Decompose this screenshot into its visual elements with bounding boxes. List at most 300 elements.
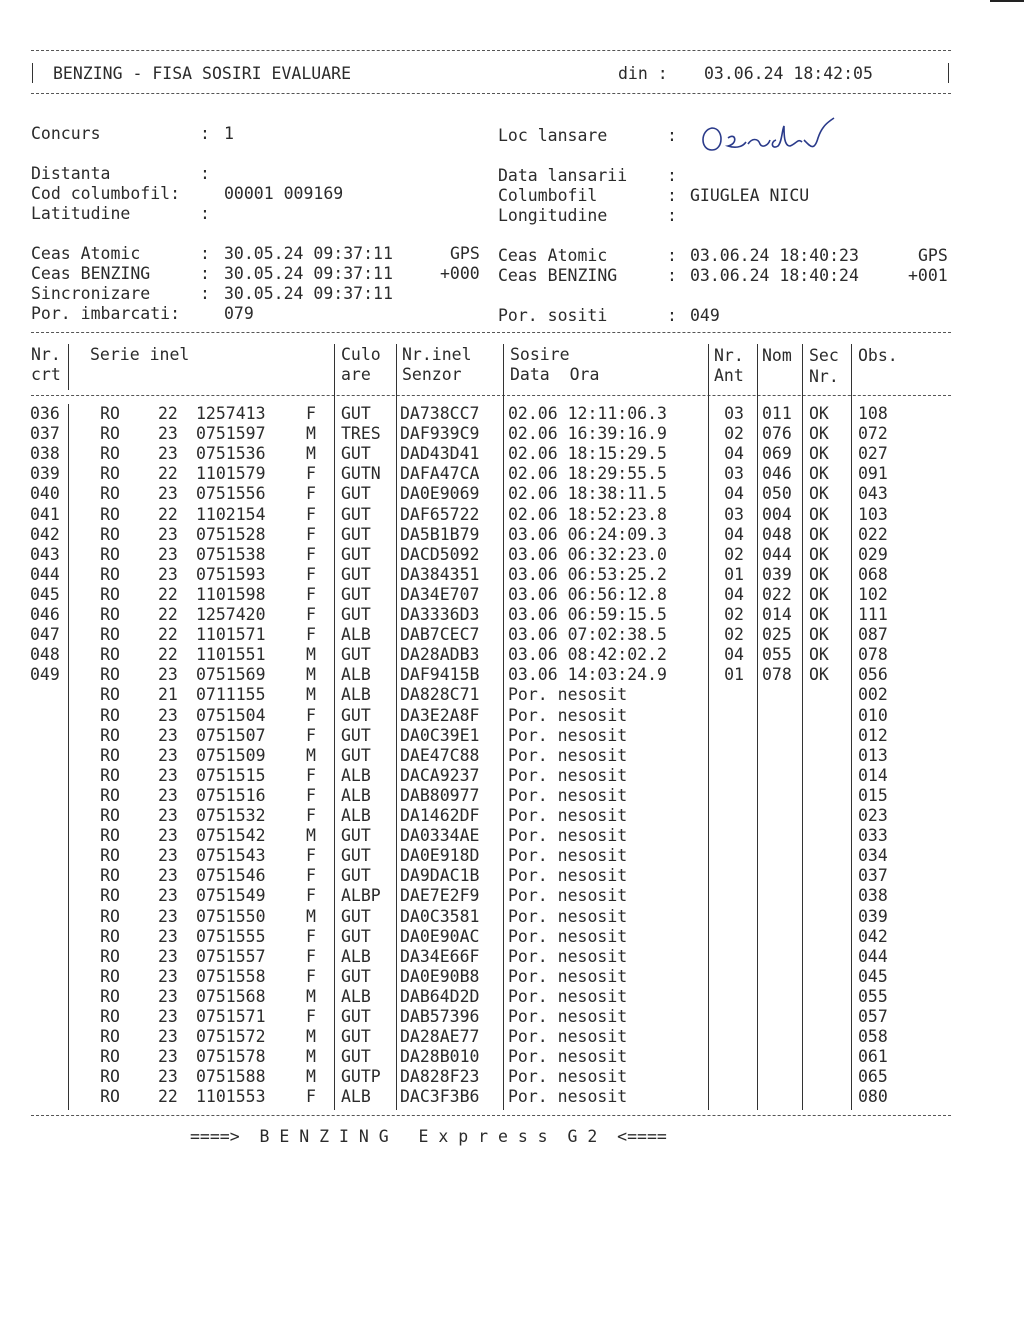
cell-cul: GUT xyxy=(341,906,371,926)
cell-sosire: 02.06 18:29:55.5 xyxy=(508,464,667,484)
cell-sec: OK xyxy=(809,665,829,685)
cell-inel: 0751557 xyxy=(196,946,266,966)
ceas-atomic-suffix-right: GPS xyxy=(918,246,948,265)
cell-obs: 068 xyxy=(858,564,888,584)
cell-obs: 029 xyxy=(858,544,888,564)
header-right-bar xyxy=(948,63,949,83)
cell-an: 23 xyxy=(158,846,178,866)
cell-tara: RO xyxy=(100,926,120,946)
cell-sosire: 02.06 12:11:06.3 xyxy=(508,404,667,423)
cell-cul: ALB xyxy=(341,765,371,785)
cell-obs: 027 xyxy=(858,444,888,464)
cell-sosire: Por. nesosit xyxy=(508,685,628,705)
cell-senzor: DAC3F3B6 xyxy=(400,1087,480,1107)
cell-tara: RO xyxy=(100,625,120,645)
cell-sosire: Por. nesosit xyxy=(508,1067,628,1087)
cell-ant: 04 xyxy=(724,584,744,604)
cell-an: 22 xyxy=(158,645,178,665)
cell-tara: RO xyxy=(100,605,120,624)
cell-sosire: 03.06 08:42:02.2 xyxy=(508,645,667,665)
cell-sex: F xyxy=(306,524,316,544)
cell-obs: 037 xyxy=(858,866,888,886)
cell-sosire: Por. nesosit xyxy=(508,946,628,966)
cell-inel: 0751568 xyxy=(196,986,266,1006)
cell-senzor: DA828F23 xyxy=(400,1067,480,1087)
din-value: 03.06.24 18:42:05 xyxy=(704,64,873,83)
cell-sec: OK xyxy=(809,605,829,624)
columbofil-value: GIUGLEA NICU xyxy=(690,186,810,205)
cell-senzor: DA3E2A8F xyxy=(400,705,480,725)
cell-tara: RO xyxy=(100,464,120,484)
cell-sosire: 03.06 06:32:23.0 xyxy=(508,544,667,564)
distanta-label: Distanta xyxy=(31,164,111,183)
cell-obs: 010 xyxy=(858,705,888,725)
header-nr-crt-line2: crt xyxy=(31,365,61,384)
cell-sex: M xyxy=(306,1027,316,1047)
cell-sosire: Por. nesosit xyxy=(508,826,628,846)
ceas-atomic-suffix-left: GPS xyxy=(450,244,480,263)
table-header-rule xyxy=(31,395,951,396)
ceas-benzing-suffix-left: +000 xyxy=(440,264,480,283)
cell-senzor: DA28AE77 xyxy=(400,1027,480,1047)
por-imbarcati-value: 079 xyxy=(224,304,254,323)
cell-senzor: DAE47C88 xyxy=(400,745,480,765)
cell-cul: ALB xyxy=(341,986,371,1006)
cell-sex: M xyxy=(306,685,316,705)
cell-cul: GUT xyxy=(341,605,371,624)
cell-sosire: 02.06 16:39:16.9 xyxy=(508,424,667,444)
cell-sosire: 03.06 06:24:09.3 xyxy=(508,524,667,544)
cell-ant: 04 xyxy=(724,484,744,504)
cell-obs: 057 xyxy=(858,1007,888,1026)
cell-sec: OK xyxy=(809,464,829,484)
cell-tara: RO xyxy=(100,645,120,665)
cell-inel: 1257413 xyxy=(196,404,266,423)
cell-an: 23 xyxy=(158,906,178,926)
cell-nr: 049 xyxy=(30,665,60,685)
cell-sex: M xyxy=(306,444,316,464)
cell-tara: RO xyxy=(100,524,120,544)
ceas-benzing-colon-right: : xyxy=(667,266,677,285)
cell-sex: F xyxy=(306,1007,316,1026)
header-left-bar xyxy=(32,63,33,83)
footer-brand: ====> B E N Z I N G E x p r e s s G 2 <==== xyxy=(190,1127,667,1146)
cell-tara: RO xyxy=(100,986,120,1006)
cell-an: 23 xyxy=(158,785,178,805)
header-sec-line1: Sec xyxy=(809,346,839,365)
longitudine-label: Longitudine xyxy=(498,206,608,225)
ceas-benzing-label-left: Ceas BENZING xyxy=(31,264,151,283)
cell-nom: 022 xyxy=(762,584,792,604)
cell-tara: RO xyxy=(100,584,120,604)
cell-tara: RO xyxy=(100,1027,120,1047)
cell-ant: 01 xyxy=(724,564,744,584)
cell-an: 23 xyxy=(158,524,178,544)
cell-an: 23 xyxy=(158,1027,178,1047)
cell-tara: RO xyxy=(100,765,120,785)
cell-sex: F xyxy=(306,785,316,805)
cell-cul: GUT xyxy=(341,564,371,584)
din-label: din : xyxy=(618,64,668,83)
cell-sosire: Por. nesosit xyxy=(508,745,628,765)
cell-obs: 013 xyxy=(858,745,888,765)
por-sositi-colon: : xyxy=(667,306,677,325)
cell-sosire: Por. nesosit xyxy=(508,1027,628,1047)
cell-ant: 04 xyxy=(724,524,744,544)
cell-obs: 091 xyxy=(858,464,888,484)
cell-sex: F xyxy=(306,966,316,986)
cell-obs: 038 xyxy=(858,886,888,906)
cell-sec: OK xyxy=(809,484,829,504)
cell-sosire: 02.06 18:15:29.5 xyxy=(508,444,667,464)
cell-cul: GUT xyxy=(341,846,371,866)
cell-senzor: DA384351 xyxy=(400,564,480,584)
cell-sex: F xyxy=(306,504,316,524)
cell-nr: 039 xyxy=(30,464,60,484)
cell-an: 23 xyxy=(158,826,178,846)
cell-tara: RO xyxy=(100,966,120,986)
cell-obs: 014 xyxy=(858,765,888,785)
cell-obs: 056 xyxy=(858,665,888,685)
cell-inel: 0751578 xyxy=(196,1047,266,1067)
cell-senzor: DA0334AE xyxy=(400,826,480,846)
cell-an: 22 xyxy=(158,404,178,423)
cell-tara: RO xyxy=(100,665,120,685)
cell-inel: 1102154 xyxy=(196,504,266,524)
cell-tara: RO xyxy=(100,705,120,725)
cell-inel: 1101571 xyxy=(196,625,266,645)
cell-sosire: Por. nesosit xyxy=(508,966,628,986)
ceas-benzing-suffix-right: +001 xyxy=(908,266,948,285)
cell-nr: 044 xyxy=(30,564,60,584)
cell-obs: 023 xyxy=(858,806,888,825)
cell-tara: RO xyxy=(100,806,120,825)
cell-sec: OK xyxy=(809,444,829,464)
cell-sosire: Por. nesosit xyxy=(508,1047,628,1067)
cell-obs: 108 xyxy=(858,404,888,423)
cell-inel: 0751516 xyxy=(196,785,266,805)
cell-inel: 0751597 xyxy=(196,424,266,444)
cell-obs: 111 xyxy=(858,605,888,624)
cell-senzor: DAB80977 xyxy=(400,785,480,805)
cell-an: 22 xyxy=(158,1087,178,1107)
cell-senzor: DA34E66F xyxy=(400,946,480,966)
cell-senzor: DA9DAC1B xyxy=(400,866,480,886)
cell-nr: 041 xyxy=(30,504,60,524)
cell-an: 23 xyxy=(158,765,178,785)
cell-senzor: DA0E9069 xyxy=(400,484,480,504)
cell-inel: 0751538 xyxy=(196,544,266,564)
cell-an: 23 xyxy=(158,1067,178,1087)
cell-sec: OK xyxy=(809,625,829,645)
cell-tara: RO xyxy=(100,866,120,886)
distanta-colon: : xyxy=(200,164,210,183)
latitudine-label: Latitudine xyxy=(31,204,131,223)
cell-cul: GUT xyxy=(341,444,371,464)
cell-an: 23 xyxy=(158,424,178,444)
cell-inel: 0751571 xyxy=(196,1007,266,1026)
cell-obs: 015 xyxy=(858,785,888,805)
cell-tara: RO xyxy=(100,1007,120,1026)
header-sosire-line2: Data Ora xyxy=(510,365,600,384)
cell-tara: RO xyxy=(100,785,120,805)
cell-nr: 043 xyxy=(30,544,60,564)
loc-lansare-label: Loc lansare xyxy=(498,126,608,145)
cell-an: 23 xyxy=(158,926,178,946)
cell-sosire: 02.06 18:52:23.8 xyxy=(508,504,667,524)
cell-sex: M xyxy=(306,665,316,685)
cell-sec: OK xyxy=(809,645,829,665)
cell-ant: 01 xyxy=(724,665,744,685)
ceas-benzing-value-right: 03.06.24 18:40:24 xyxy=(690,266,859,285)
por-sositi-label: Por. sositi xyxy=(498,306,608,325)
cell-obs: 044 xyxy=(858,946,888,966)
cell-cul: GUT xyxy=(341,705,371,725)
cell-inel: 0751542 xyxy=(196,826,266,846)
cell-sosire: Por. nesosit xyxy=(508,765,628,785)
cell-sex: M xyxy=(306,1047,316,1067)
cell-sec: OK xyxy=(809,424,829,444)
cell-senzor: DA828C71 xyxy=(400,685,480,705)
cell-cul: ALB xyxy=(341,625,371,645)
cell-sex: F xyxy=(306,584,316,604)
cell-ant: 02 xyxy=(724,544,744,564)
cell-sosire: Por. nesosit xyxy=(508,806,628,825)
cell-senzor: DAB7CEC7 xyxy=(400,625,480,645)
sincronizare-colon: : xyxy=(200,284,210,303)
cell-inel: 0751556 xyxy=(196,484,266,504)
cod-columbofil-label: Cod columbofil: xyxy=(31,184,181,203)
cell-sosire: Por. nesosit xyxy=(508,1087,628,1107)
cell-senzor: DA1462DF xyxy=(400,806,480,825)
cell-tara: RO xyxy=(100,544,120,564)
cell-cul: GUT xyxy=(341,926,371,946)
cell-sex: F xyxy=(306,705,316,725)
cell-cul: ALB xyxy=(341,806,371,825)
cell-senzor: DA3336D3 xyxy=(400,605,480,624)
cell-obs: 043 xyxy=(858,484,888,504)
cell-an: 22 xyxy=(158,605,178,624)
cell-tara: RO xyxy=(100,404,120,423)
cell-ant: 02 xyxy=(724,625,744,645)
cell-inel: 0751536 xyxy=(196,444,266,464)
cell-nr: 046 xyxy=(30,605,60,624)
cell-cul: GUT xyxy=(341,1047,371,1067)
cell-inel: 0751569 xyxy=(196,665,266,685)
cell-senzor: DAB57396 xyxy=(400,1007,480,1026)
cell-inel: 0751509 xyxy=(196,745,266,765)
cell-inel: 1101579 xyxy=(196,464,266,484)
cell-sex: F xyxy=(306,544,316,564)
cell-cul: ALBP xyxy=(341,886,381,906)
cell-sex: M xyxy=(306,986,316,1006)
cell-cul: GUT xyxy=(341,866,371,886)
cell-an: 22 xyxy=(158,625,178,645)
data-lansarii-label: Data lansarii xyxy=(498,166,628,185)
header-nr-ant-line1: Nr. xyxy=(714,346,744,365)
cod-columbofil-value: 00001 009169 xyxy=(224,184,344,203)
cell-an: 23 xyxy=(158,745,178,765)
cell-sex: F xyxy=(306,484,316,504)
cell-inel: 0751593 xyxy=(196,564,266,584)
cell-senzor: DACA9237 xyxy=(400,765,480,785)
cell-sex: F xyxy=(306,926,316,946)
longitudine-colon: : xyxy=(667,206,677,225)
cell-cul: GUT xyxy=(341,1027,371,1047)
cell-an: 23 xyxy=(158,866,178,886)
cell-ant: 02 xyxy=(724,424,744,444)
columbofil-label: Columbofil xyxy=(498,186,598,205)
cell-nr: 036 xyxy=(30,404,60,423)
cell-nr: 040 xyxy=(30,484,60,504)
cell-obs: 102 xyxy=(858,584,888,604)
col-divider-serie xyxy=(334,344,335,1110)
header-nom: Nom xyxy=(762,346,792,365)
cell-nom: 048 xyxy=(762,524,792,544)
col-divider-sec xyxy=(851,344,852,1110)
cell-cul: GUT xyxy=(341,966,371,986)
cell-tara: RO xyxy=(100,745,120,765)
concurs-colon: : xyxy=(200,124,220,143)
cell-inel: 0751549 xyxy=(196,886,266,906)
cell-cul: ALB xyxy=(341,685,371,705)
cell-an: 22 xyxy=(158,464,178,484)
cell-obs: 033 xyxy=(858,826,888,846)
cell-nom: 039 xyxy=(762,564,792,584)
cell-sec: OK xyxy=(809,584,829,604)
cell-cul: TRES xyxy=(341,424,381,444)
col-divider-nr xyxy=(68,404,69,1110)
cell-sex: F xyxy=(306,564,316,584)
cell-an: 21 xyxy=(158,685,178,705)
ceas-atomic-value-right: 03.06.24 18:40:23 xyxy=(690,246,859,265)
cell-obs: 042 xyxy=(858,926,888,946)
cell-an: 23 xyxy=(158,1007,178,1026)
cell-cul: GUT xyxy=(341,524,371,544)
ceas-atomic-value-left: 30.05.24 09:37:11 xyxy=(224,244,393,263)
cell-cul: GUT xyxy=(341,404,371,423)
cell-tara: RO xyxy=(100,826,120,846)
cell-inel: 0751528 xyxy=(196,524,266,544)
cell-an: 23 xyxy=(158,665,178,685)
cell-an: 23 xyxy=(158,484,178,504)
cell-sex: M xyxy=(306,1067,316,1087)
cell-an: 23 xyxy=(158,725,178,745)
header-obs: Obs. xyxy=(858,346,898,365)
cell-tara: RO xyxy=(100,424,120,444)
header-serie-inel: Serie inel xyxy=(90,345,190,364)
cell-cul: GUT xyxy=(341,484,371,504)
cell-obs: 045 xyxy=(858,966,888,986)
cell-senzor: DAF939C9 xyxy=(400,424,480,444)
cell-cul: ALB xyxy=(341,1087,371,1107)
cell-senzor: DA28B010 xyxy=(400,1047,480,1067)
cell-sec: OK xyxy=(809,504,829,524)
cell-obs: 065 xyxy=(858,1067,888,1087)
cell-an: 23 xyxy=(158,886,178,906)
cell-sosire: 03.06 06:56:12.8 xyxy=(508,584,667,604)
cell-sec: OK xyxy=(809,564,829,584)
cell-inel: 0751543 xyxy=(196,846,266,866)
header-nr-inel-line2: Senzor xyxy=(402,365,462,384)
cell-tara: RO xyxy=(100,564,120,584)
cell-nom: 078 xyxy=(762,665,792,685)
cell-sex: M xyxy=(306,826,316,846)
cell-nom: 046 xyxy=(762,464,792,484)
cell-cul: ALB xyxy=(341,946,371,966)
cell-inel: 0711155 xyxy=(196,685,266,705)
cell-an: 23 xyxy=(158,1047,178,1067)
cell-tara: RO xyxy=(100,1067,120,1087)
cell-sex: F xyxy=(306,605,316,624)
cell-obs: 103 xyxy=(858,504,888,524)
cell-tara: RO xyxy=(100,946,120,966)
cell-tara: RO xyxy=(100,444,120,464)
cell-inel: 0751532 xyxy=(196,806,266,825)
cell-cul: ALB xyxy=(341,785,371,805)
cell-nom: 044 xyxy=(762,544,792,564)
table-top-rule xyxy=(31,332,951,333)
cell-sosire: 03.06 06:59:15.5 xyxy=(508,605,667,624)
cell-senzor: DACD5092 xyxy=(400,544,480,564)
cell-sosire: Por. nesosit xyxy=(508,986,628,1006)
cell-tara: RO xyxy=(100,1087,120,1107)
cell-obs: 061 xyxy=(858,1047,888,1067)
cell-senzor: DA28ADB3 xyxy=(400,645,480,665)
cell-sec: OK xyxy=(809,524,829,544)
cell-senzor: DAF65722 xyxy=(400,504,480,524)
por-sositi-value: 049 xyxy=(690,306,720,325)
cell-tara: RO xyxy=(100,725,120,745)
cell-an: 22 xyxy=(158,504,178,524)
sincronizare-label: Sincronizare xyxy=(31,284,151,303)
cell-obs: 072 xyxy=(858,424,888,444)
cell-tara: RO xyxy=(100,906,120,926)
cell-inel: 0751546 xyxy=(196,866,266,886)
header-nr-inel-line1: Nr.inel xyxy=(402,345,472,364)
cell-an: 22 xyxy=(158,584,178,604)
cell-ant: 04 xyxy=(724,444,744,464)
report-title: BENZING - FISA SOSIRI EVALUARE xyxy=(53,64,352,83)
cell-cul: ALB xyxy=(341,665,371,685)
cell-inel: 1101551 xyxy=(196,645,266,665)
cell-senzor: DA0E90B8 xyxy=(400,966,480,986)
cell-senzor: DAE7E2F9 xyxy=(400,886,480,906)
ceas-atomic-colon-left: : xyxy=(200,244,210,263)
ceas-atomic-label-right: Ceas Atomic xyxy=(498,246,608,265)
cell-nom: 069 xyxy=(762,444,792,464)
cell-sex: F xyxy=(306,886,316,906)
cell-nr: 047 xyxy=(30,625,60,645)
cell-senzor: DA34E707 xyxy=(400,584,480,604)
cell-sex: F xyxy=(306,866,316,886)
cell-sec: OK xyxy=(809,544,829,564)
cell-sex: M xyxy=(306,424,316,444)
cell-ant: 03 xyxy=(724,504,744,524)
cell-senzor: DA0E90AC xyxy=(400,926,480,946)
cell-cul: GUT xyxy=(341,584,371,604)
cell-inel: 0751504 xyxy=(196,705,266,725)
cell-senzor: DA5B1B79 xyxy=(400,524,480,544)
ceas-benzing-label-right: Ceas BENZING xyxy=(498,266,618,285)
cell-sec: OK xyxy=(809,404,829,423)
cell-sosire: Por. nesosit xyxy=(508,886,628,906)
cell-senzor: DAF9415B xyxy=(400,665,480,685)
header-nr-crt-line1: Nr. xyxy=(31,345,61,364)
cell-nom: 025 xyxy=(762,625,792,645)
cell-obs: 012 xyxy=(858,725,888,745)
cell-ant: 03 xyxy=(724,464,744,484)
